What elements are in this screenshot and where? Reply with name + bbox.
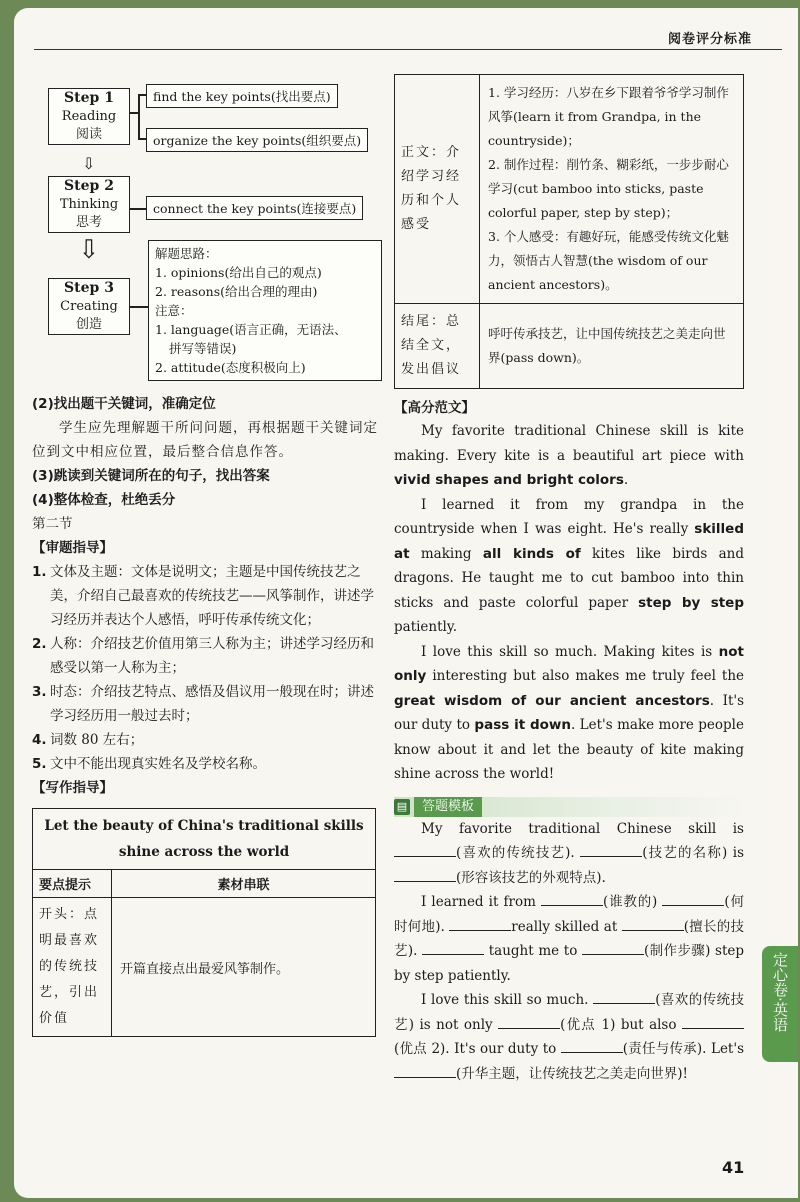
template-header — [394, 797, 744, 817]
template-text: really skilled at — [511, 918, 618, 935]
step2-zh: 思考 — [75, 215, 102, 230]
guide-item-number: 1. — [32, 564, 47, 580]
guide-item-number: 2. — [32, 636, 47, 652]
step1-box — [48, 88, 130, 145]
section-two-title: 第二节 — [32, 516, 73, 532]
essay-highlight: great wisdom of our ancient ancestors — [394, 692, 710, 709]
essay-text: interesting but also makes me truly feel the — [426, 668, 744, 684]
template-text: (擅长的技艺). — [394, 918, 744, 959]
essay-highlight: step by step — [638, 594, 744, 611]
guide-item-number: 4. — [32, 732, 47, 748]
locate-paragraph: 学生应先理解题干所问问题，再根据题干关键词定位到文中相应位置，最后整合信息作答。 — [32, 420, 378, 460]
body-point: 3. 个人感受：有趣好玩，能感受传统文化魅力，领悟古人智慧(the wisdom of our ancient ancestors)。 — [488, 229, 729, 292]
template-text: (优点 2). It's our duty to — [394, 1041, 557, 1057]
analysis-guide-title: 【审题指导】 — [32, 540, 113, 556]
guide-item-text: 词数 80 左右； — [50, 732, 144, 748]
writing-guide-table — [32, 808, 376, 1037]
step1-zh: 阅读 — [75, 127, 102, 142]
template-text: (何时何地). — [394, 894, 744, 935]
book-icon: ▤ — [394, 799, 410, 815]
template-text: I learned it from — [421, 894, 536, 910]
page-number: 41 — [722, 1158, 745, 1177]
step2-box — [48, 176, 130, 233]
connector — [138, 94, 146, 96]
template-text: (形容该技艺的外观特点). — [456, 869, 606, 886]
connector — [138, 138, 146, 140]
blank-line — [593, 991, 655, 1004]
tip-line: 拼写等错误) — [169, 341, 237, 356]
template-paragraph — [394, 890, 744, 988]
down-arrow-icon: ⇩ — [78, 235, 100, 265]
answer-template — [394, 817, 744, 1087]
table-header-materials: 素材串联 — [112, 870, 376, 898]
template-text: (技艺的名称) is — [642, 845, 744, 861]
blank-line — [449, 918, 511, 931]
step3-tips-box — [148, 240, 382, 381]
blank-line — [394, 844, 456, 857]
essay-paragraph — [394, 419, 744, 493]
template-text: I love this skill so much. — [421, 992, 589, 1008]
step3-word: Creating — [60, 299, 118, 314]
guide-item — [32, 560, 380, 632]
step2-word: Thinking — [59, 197, 119, 212]
blank-line — [561, 1040, 623, 1053]
essay-paragraph — [394, 640, 744, 787]
guide-item — [32, 728, 380, 752]
template-text: (责任与传承). Let's — [622, 1041, 744, 1057]
blank-line — [662, 893, 724, 906]
step3-zh: 创造 — [75, 317, 102, 332]
model-essay — [394, 419, 744, 787]
reading-flow-diagram — [32, 74, 380, 392]
connector — [138, 94, 140, 140]
table-header-tips: 要点提示 — [33, 870, 112, 898]
blank-line — [394, 1065, 456, 1078]
tip-line: 1. opinions(给出自己的观点) — [155, 265, 322, 280]
guide-item-text: 文体及主题：文体是说明文；主题是中国传统技艺之美，介绍自己最喜欢的传统技艺——风筝制作，讲述学习经历并表达个人感悟，呼吁传承传统文化； — [50, 564, 374, 628]
outline-table — [394, 74, 744, 389]
opening-text: 开篇直接点出最爱风筝制作。 — [112, 898, 376, 1037]
step2-label: Step 2 — [64, 178, 114, 194]
essay-paragraph — [394, 493, 744, 640]
template-text: (升华主题，让传统技艺之美走向世界)! — [456, 1065, 688, 1082]
blank-line — [422, 942, 484, 955]
essay-text: . It's our duty to — [394, 692, 745, 733]
tip-line: 1. language(语言正确，无语法、 — [155, 322, 347, 337]
template-text: taught me to — [488, 943, 578, 959]
template-text: My favorite traditional Chinese skill is — [421, 820, 744, 837]
essay-text: I learned it from my grandpa in the countryside when I was eight. He's really — [394, 496, 744, 537]
connect-key-points-box: connect the key points(连接要点) — [146, 196, 363, 220]
essay-text: I love this skill so much. Making kites is — [421, 643, 719, 660]
header-divider — [34, 49, 782, 50]
blank-line — [622, 918, 684, 931]
essay-highlight: not only — [394, 643, 744, 684]
ending-label: 结尾：总结全文，发出倡议 — [395, 304, 480, 389]
writing-guide-title: 【写作指导】 — [32, 780, 113, 796]
tip-line: 2. attitude(态度积极向上) — [155, 360, 306, 375]
essay-highlight: vivid shapes and bright colors — [394, 472, 624, 488]
template-paragraph — [394, 988, 744, 1086]
essay-highlight: pass it down — [474, 717, 571, 733]
header-title: 阅卷评分标准 — [668, 32, 753, 47]
template-text: (谁教的) — [603, 894, 658, 910]
guide-item-text: 时态：介绍技艺特点、感悟及倡议用一般现在时；讲述学习经历用一般过去时； — [50, 684, 374, 724]
essay-highlight: skilled at — [394, 521, 744, 562]
template-text: (喜欢的传统技艺) is not only — [394, 992, 744, 1033]
model-essay-title: 【高分范文】 — [394, 400, 475, 416]
blank-line — [682, 1016, 744, 1029]
essay-highlight: all kinds of — [482, 545, 581, 562]
template-text: (喜欢的传统技艺). — [456, 845, 575, 861]
essay-text: making — [409, 545, 483, 562]
guide-item — [32, 632, 380, 680]
blank-line — [582, 942, 644, 955]
left-column — [32, 74, 380, 1037]
essay-text: kites like birds and dragons. He taught me to cut bamboo into thin sticks and paste colorful paper — [394, 545, 744, 611]
body-point: 1. 学习经历：八岁在乡下跟着爷爷学习制作风筝(learn it from Grandpa, in the countryside)； — [488, 85, 729, 148]
right-column — [394, 74, 744, 1086]
essay-text: . Let's make more people know about it and let the beauty of kite making shine across the world! — [394, 717, 744, 782]
guide-item-number: 5. — [32, 756, 47, 772]
side-tab — [762, 946, 798, 1062]
tip-line: 2. reasons(给出合理的理由) — [155, 284, 318, 299]
find-key-points-box: find the key points(找出要点) — [146, 84, 338, 108]
tip-line: 解题思路： — [155, 246, 218, 261]
blank-line — [580, 844, 642, 857]
table-title: Let the beauty of China's traditional skills shine across the world — [33, 809, 376, 870]
down-arrow-icon: ⇩ — [82, 154, 96, 173]
side-tab-label: 定心卷·英语 — [771, 952, 789, 1032]
page — [14, 8, 798, 1198]
organize-key-points-box: organize the key points(组织要点) — [146, 128, 368, 152]
step1-word: Reading — [61, 109, 117, 124]
guide-item-text: 文中不能出现真实姓名及学校名称。 — [50, 756, 266, 772]
tip-line: 注意： — [155, 303, 193, 318]
template-paragraph — [394, 817, 744, 891]
template-tag: 答题模板 — [414, 797, 482, 817]
connector — [129, 208, 146, 210]
blank-line — [394, 869, 456, 882]
guide-item — [32, 752, 380, 776]
step1-label: Step 1 — [64, 90, 114, 106]
step3-label: Step 3 — [64, 280, 114, 296]
ending-content: 呼吁传承技艺，让中国传统技艺之美走向世界(pass down)。 — [480, 304, 744, 389]
heading-skim: (3)跳读到关键词所在的句子，找出答案 — [32, 468, 270, 484]
blank-line — [541, 893, 603, 906]
essay-text: patiently. — [394, 619, 457, 635]
guide-item-text: 人称：介绍技艺价值用第三人称为主；讲述学习经历和感受以第一人称为主； — [50, 636, 374, 676]
essay-text: . — [623, 472, 629, 488]
opening-label: 开头：点明最喜欢的传统技艺，引出价值 — [33, 898, 112, 1037]
template-text: (优点 1) but also — [560, 1016, 677, 1033]
body-label: 正文：介绍学习经历和个人感受 — [395, 75, 480, 304]
guide-item — [32, 680, 380, 728]
connector — [129, 306, 148, 308]
essay-text: My favorite traditional Chinese skill is kite making. Every kite is a beautiful art piece with — [394, 423, 744, 464]
step3-box — [48, 278, 130, 335]
blank-line — [498, 1016, 560, 1029]
body-point: 2. 制作过程：削竹条、糊彩纸，一步步耐心学习(cut bamboo into sticks, paste colorful paper, step by step)； — [488, 157, 729, 220]
heading-locate: (2)找出题干关键词，准确定位 — [32, 396, 216, 412]
template-text: (制作步骤) step by step patiently. — [394, 943, 744, 984]
heading-check: (4)整体检查，杜绝丢分 — [32, 492, 176, 508]
guide-item-number: 3. — [32, 684, 47, 700]
body-content — [480, 75, 744, 304]
